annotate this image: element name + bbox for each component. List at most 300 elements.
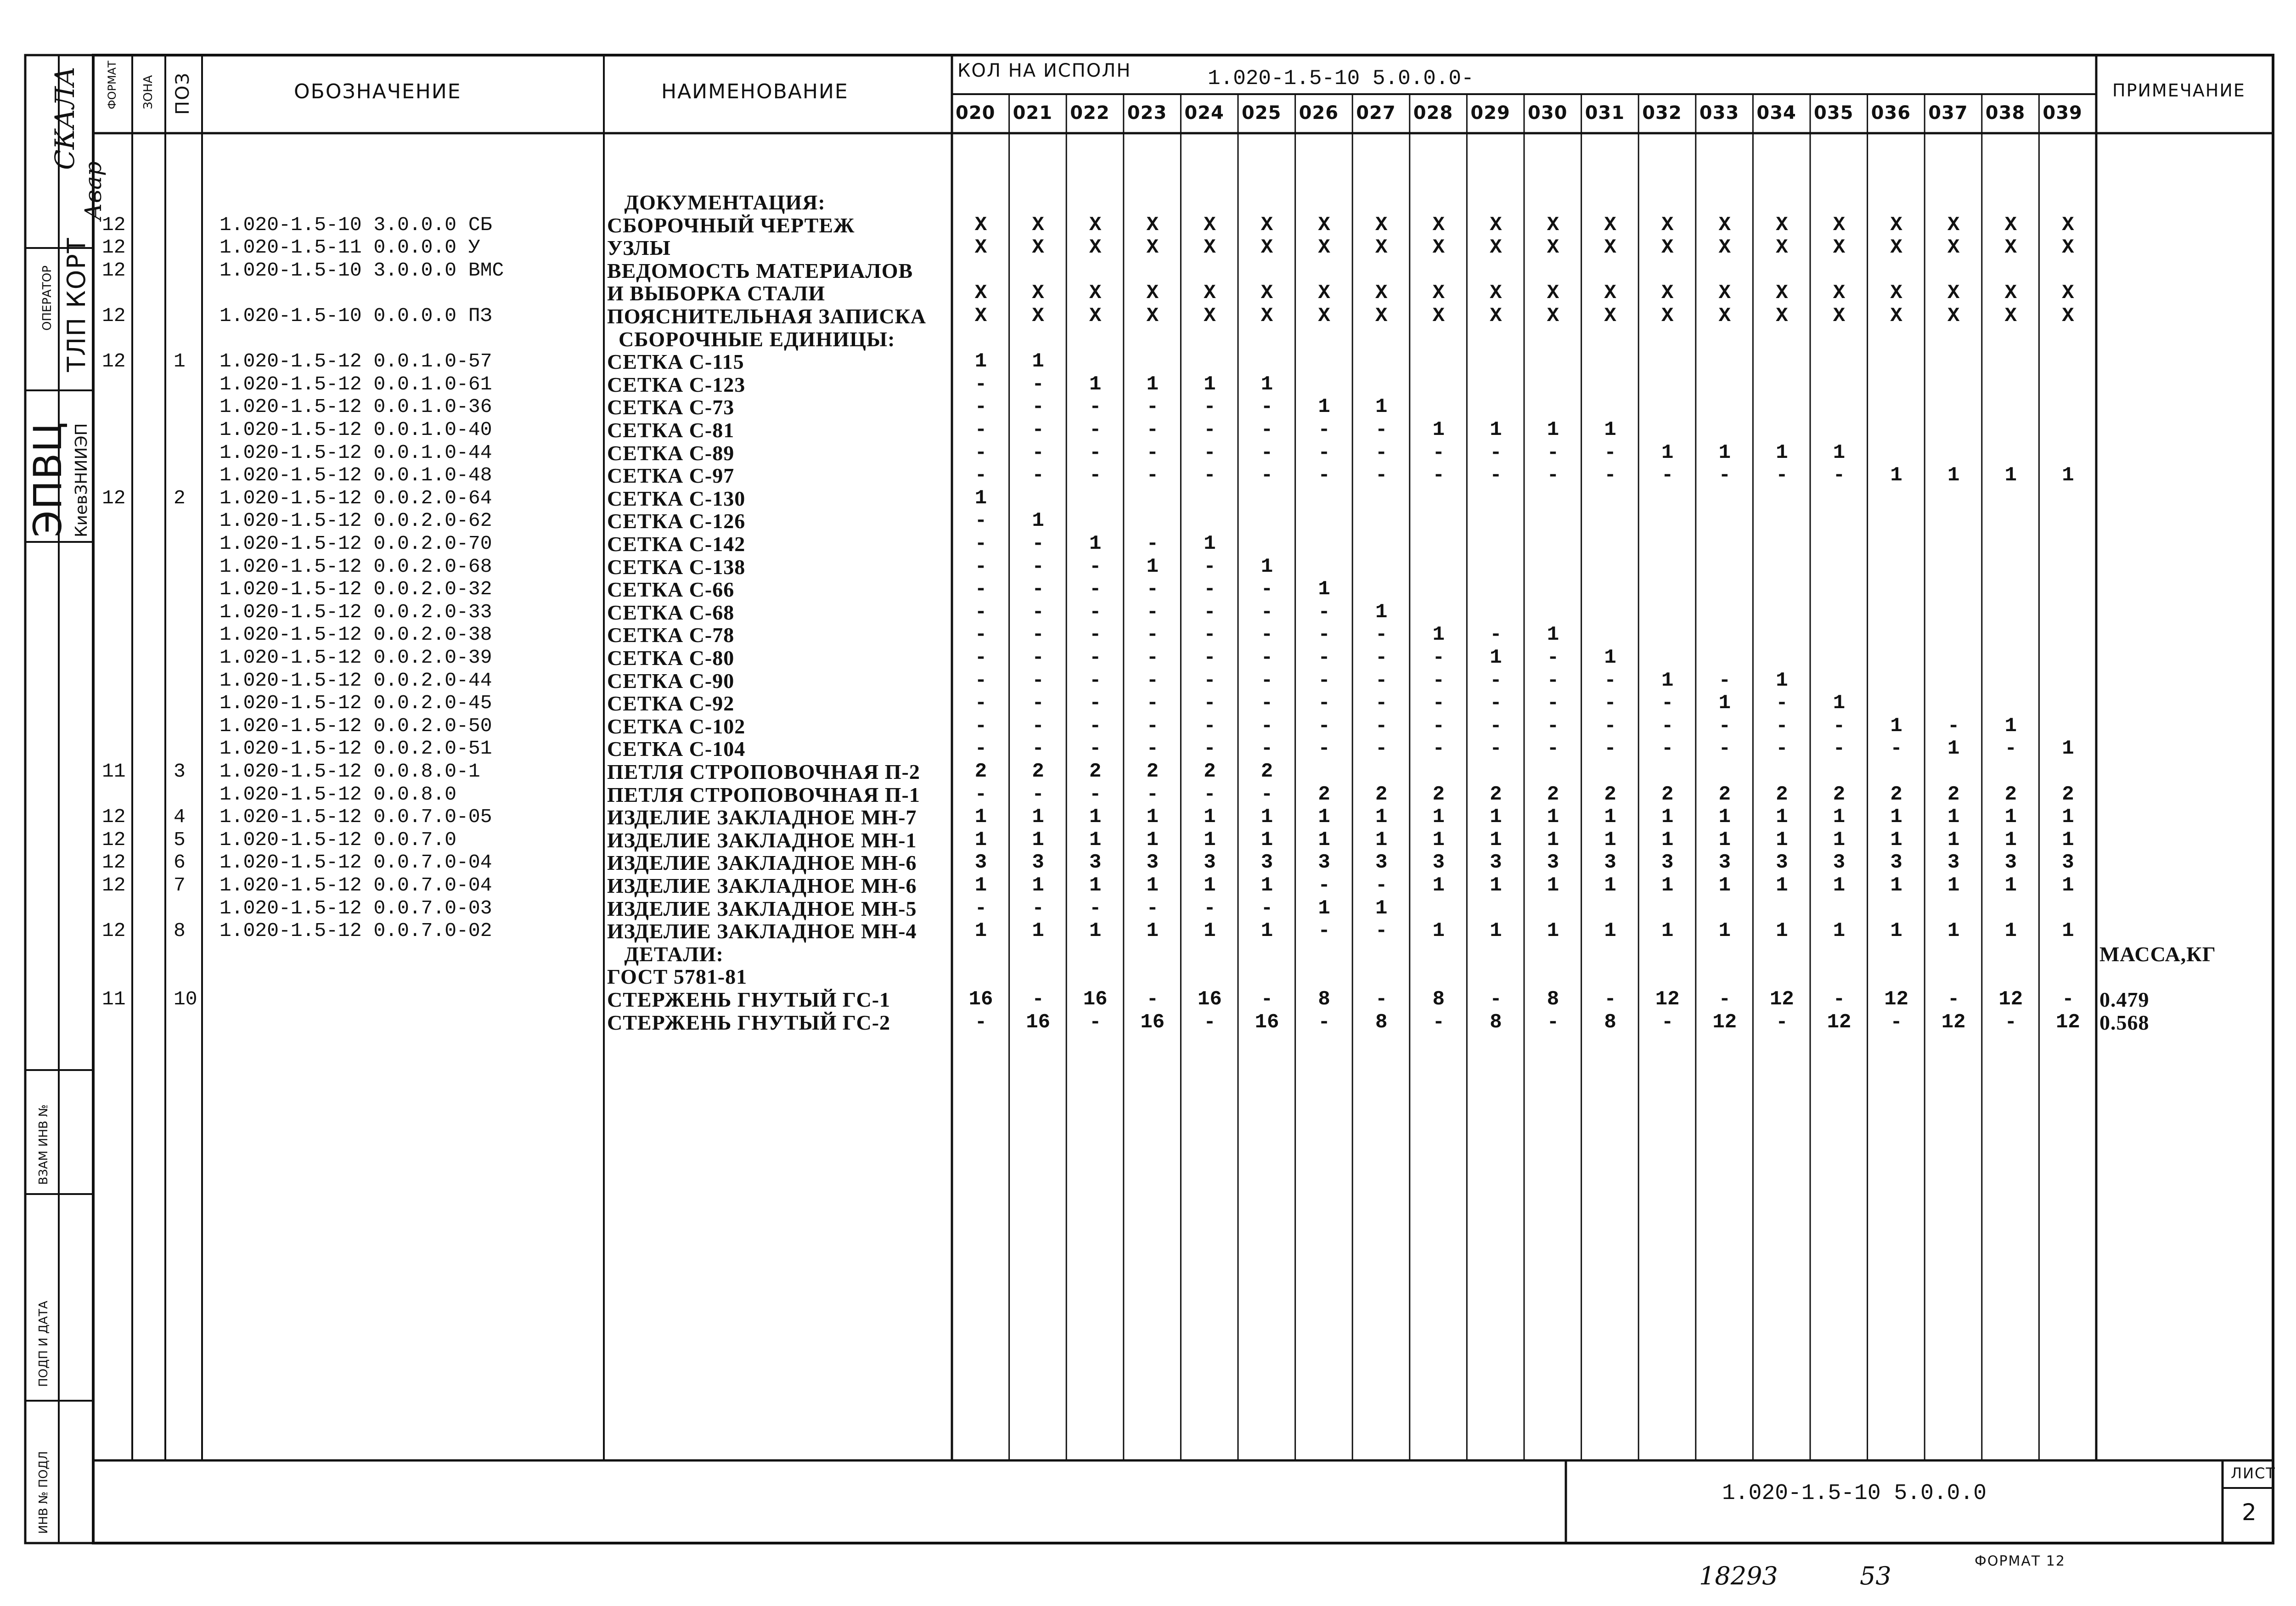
quantity-cell: X <box>1718 213 1731 237</box>
quantity-cell: - <box>974 646 987 669</box>
quantity-cell: X <box>1089 213 1102 237</box>
quantity-cell: - <box>1318 737 1330 761</box>
quantity-cell: - <box>1661 1010 1674 1034</box>
quantity-cell: 2 <box>1947 783 1960 806</box>
quantity-cell: - <box>1890 1010 1902 1034</box>
quantity-cell: 1 <box>1547 623 1559 647</box>
quantity-cell: 1 <box>1432 806 1445 829</box>
quantity-cell: 2 <box>1718 783 1731 806</box>
format-cell: 12 <box>102 919 126 942</box>
quantity-cell: 3 <box>1146 851 1159 874</box>
quantity-cell: 1 <box>974 486 987 510</box>
quantity-cell: - <box>1032 692 1044 715</box>
quantity-cell: - <box>1318 714 1330 738</box>
quantity-cell: X <box>1204 282 1216 305</box>
quantity-cell: - <box>1604 692 1616 715</box>
quantity-cell: - <box>1833 988 1846 1011</box>
quantity-cell: - <box>1146 464 1159 487</box>
quantity-cell: - <box>1261 578 1273 601</box>
quantity-cell: - <box>1604 714 1616 738</box>
quantity-cell: 1 <box>1661 828 1674 851</box>
variant-header: 021 <box>1013 102 1053 124</box>
quantity-cell: 1 <box>1890 464 1902 487</box>
quantity-cell: 1 <box>1947 919 1960 943</box>
quantity-cell: - <box>1375 418 1388 441</box>
header-poz: ПОЗ <box>172 72 193 115</box>
quantity-cell: - <box>1146 737 1159 761</box>
quantity-cell: 8 <box>1490 1010 1502 1034</box>
variant-header: 025 <box>1242 102 1282 124</box>
designation-cell: 1.020-1.5-12 0.0.1.0-40 <box>219 418 492 441</box>
quantity-cell: 1 <box>1718 919 1731 943</box>
quantity-cell: - <box>974 555 987 578</box>
quantity-cell: - <box>974 692 987 715</box>
format-cell: 11 <box>102 988 126 1010</box>
name-cell: ИЗДЕЛИЕ ЗАКЛАДНОЕ МН-7 <box>607 806 917 829</box>
quantity-cell: - <box>1318 623 1330 647</box>
variant-header: 028 <box>1413 102 1453 124</box>
quantity-cell: X <box>1375 236 1388 259</box>
quantity-cell: - <box>1547 464 1559 487</box>
quantity-cell: - <box>1432 737 1445 761</box>
quantity-cell: - <box>1032 783 1044 806</box>
side-operator: ОПЕРАТОР <box>40 265 54 331</box>
quantity-cell: 12 <box>1769 988 1794 1011</box>
quantity-cell: 3 <box>1833 851 1846 874</box>
quantity-cell: - <box>1146 578 1159 601</box>
name-cell: СТЕРЖЕНЬ ГНУТЫЙ ГС-2 <box>607 1010 891 1034</box>
quantity-cell: X <box>1089 282 1102 305</box>
quantity-cell: - <box>1375 692 1388 715</box>
position-cell: 1 <box>174 350 186 373</box>
variant-header: 026 <box>1299 102 1339 124</box>
quantity-cell: - <box>1661 692 1674 715</box>
quantity-cell: 1 <box>1375 395 1388 419</box>
position-cell: 4 <box>174 806 186 828</box>
designation-cell: 1.020-1.5-12 0.0.2.0-64 <box>219 486 492 509</box>
quantity-cell: - <box>1432 669 1445 692</box>
quantity-cell: - <box>974 737 987 761</box>
quantity-cell: - <box>1375 464 1388 487</box>
quantity-cell: - <box>974 1010 987 1034</box>
quantity-cell: - <box>1718 464 1731 487</box>
quantity-cell: 1 <box>1318 578 1330 601</box>
quantity-cell: 2 <box>1204 760 1216 783</box>
name-cell: ИЗДЕЛИЕ ЗАКЛАДНОЕ МН-6 <box>607 851 917 875</box>
format-cell: 12 <box>102 213 126 236</box>
variant-header: 036 <box>1871 102 1911 124</box>
name-cell: СЕТКА С-123 <box>607 372 746 396</box>
quantity-cell: - <box>1432 692 1445 715</box>
quantity-cell: X <box>1432 213 1445 237</box>
quantity-cell: - <box>1776 692 1788 715</box>
quantity-cell: 1 <box>1146 828 1159 851</box>
quantity-cell: - <box>1432 464 1445 487</box>
quantity-cell: 1 <box>1146 555 1159 578</box>
name-cell: СЕТКА С-102 <box>607 714 746 738</box>
quantity-cell: - <box>974 783 987 806</box>
quantity-cell: - <box>1089 623 1102 647</box>
quantity-cell: - <box>1833 464 1846 487</box>
quantity-cell: X <box>1318 282 1330 305</box>
quantity-cell: X <box>2004 282 2017 305</box>
quantity-cell: 1 <box>1890 874 1902 897</box>
quantity-cell: 1 <box>1032 350 1044 373</box>
format-cell: 11 <box>102 760 126 783</box>
quantity-cell: 1 <box>1089 806 1102 829</box>
quantity-cell: - <box>1032 464 1044 487</box>
quantity-cell: X <box>1204 213 1216 237</box>
quantity-cell: - <box>1146 623 1159 647</box>
quantity-cell: - <box>1661 714 1674 738</box>
quantity-cell: 1 <box>2062 874 2074 897</box>
quantity-cell: - <box>1032 372 1044 396</box>
quantity-cell: 2 <box>1490 783 1502 806</box>
quantity-cell: - <box>1204 783 1216 806</box>
quantity-cell: - <box>1089 418 1102 441</box>
quantity-cell: - <box>974 464 987 487</box>
name-cell: ПОЯСНИТЕЛЬНАЯ ЗАПИСКА <box>607 304 927 328</box>
variant-header: 037 <box>1928 102 1968 124</box>
quantity-cell: X <box>2004 213 2017 237</box>
quantity-cell: - <box>1089 1010 1102 1034</box>
quantity-cell: 1 <box>1318 896 1330 920</box>
quantity-cell: X <box>1547 282 1559 305</box>
designation-cell: 1.020-1.5-11 0.0.0.0 У <box>219 236 480 259</box>
quantity-cell: - <box>2004 1010 2017 1034</box>
quantity-cell: 1 <box>1661 441 1674 464</box>
quantity-cell: 1 <box>1547 874 1559 897</box>
quantity-cell: 16 <box>1255 1010 1279 1034</box>
name-cell: ИЗДЕЛИЕ ЗАКЛАДНОЕ МН-4 <box>607 919 917 943</box>
quantity-cell: - <box>1490 669 1502 692</box>
format-cell: 12 <box>102 350 126 373</box>
quantity-cell: 1 <box>1089 874 1102 897</box>
quantity-cell: 1 <box>1833 828 1846 851</box>
quantity-cell: - <box>1318 669 1330 692</box>
quantity-cell: - <box>1318 1010 1330 1034</box>
quantity-cell: 1 <box>1432 418 1445 441</box>
format-cell: 12 <box>102 806 126 828</box>
position-cell: 5 <box>174 828 186 851</box>
quantity-cell: 1 <box>1432 874 1445 897</box>
quantity-cell: 2 <box>1318 783 1330 806</box>
quantity-cell: 1 <box>1776 874 1788 897</box>
quantity-cell: - <box>1833 737 1846 761</box>
quantity-cell: X <box>1375 213 1388 237</box>
quantity-cell: 1 <box>1718 874 1731 897</box>
quantity-cell: 2 <box>2004 783 2017 806</box>
quantity-cell: - <box>1204 418 1216 441</box>
quantity-cell: - <box>1204 714 1216 738</box>
quantity-cell: - <box>1490 464 1502 487</box>
designation-cell: 1.020-1.5-12 0.0.7.0-03 <box>219 896 492 919</box>
quantity-cell: 1 <box>1490 418 1502 441</box>
quantity-cell: - <box>1089 692 1102 715</box>
name-cell: СЕТКА С-89 <box>607 441 735 465</box>
variant-header: 030 <box>1528 102 1568 124</box>
designation-cell: 1.020-1.5-12 0.0.2.0-50 <box>219 714 492 737</box>
quantity-cell: 16 <box>1026 1010 1050 1034</box>
quantity-cell: X <box>1261 236 1273 259</box>
quantity-cell: 1 <box>1204 372 1216 396</box>
quantity-cell: X <box>1890 282 1902 305</box>
quantity-cell: - <box>1089 896 1102 920</box>
quantity-cell: 12 <box>1884 988 1908 1011</box>
quantity-cell: 1 <box>1261 828 1273 851</box>
quantity-cell: X <box>2062 236 2074 259</box>
variant-header: 034 <box>1756 102 1796 124</box>
quantity-cell: - <box>1318 600 1330 624</box>
quantity-cell: 1 <box>1204 806 1216 829</box>
position-cell: 7 <box>174 874 186 896</box>
quantity-cell: 12 <box>1827 1010 1851 1034</box>
format-cell: 12 <box>102 486 126 509</box>
quantity-cell: - <box>1204 669 1216 692</box>
quantity-cell: 1 <box>2062 806 2074 829</box>
quantity-cell: - <box>1032 600 1044 624</box>
quantity-cell: - <box>1490 623 1502 647</box>
quantity-cell: - <box>1089 669 1102 692</box>
quantity-cell: - <box>974 714 987 738</box>
designation-cell: 1.020-1.5-12 0.0.2.0-68 <box>219 555 492 578</box>
quantity-cell: X <box>1490 213 1502 237</box>
quantity-cell: - <box>1776 737 1788 761</box>
quantity-cell: - <box>1776 1010 1788 1034</box>
quantity-cell: - <box>1204 441 1216 464</box>
quantity-cell: 1 <box>1833 806 1846 829</box>
quantity-cell: - <box>1547 714 1559 738</box>
quantity-cell: 1 <box>1261 806 1273 829</box>
header-kol-label: КОЛ НА ИСПОЛН <box>957 60 1131 81</box>
quantity-cell: X <box>1261 282 1273 305</box>
designation-cell: 1.020-1.5-10 0.0.0.0 ПЗ <box>219 304 492 327</box>
quantity-cell: 1 <box>974 350 987 373</box>
name-cell: СЕТКА С-130 <box>607 486 746 510</box>
quantity-cell: 16 <box>1197 988 1222 1011</box>
quantity-cell: - <box>1776 464 1788 487</box>
quantity-cell: - <box>1661 737 1674 761</box>
quantity-cell: 1 <box>1375 806 1388 829</box>
designation-cell: 1.020-1.5-12 0.0.2.0-62 <box>219 509 492 532</box>
quantity-cell: X <box>1604 304 1616 327</box>
quantity-cell: 1 <box>1032 919 1044 943</box>
quantity-cell: 1 <box>974 919 987 943</box>
quantity-cell: - <box>1375 441 1388 464</box>
quantity-cell: 1 <box>1890 828 1902 851</box>
quantity-cell: X <box>1890 236 1902 259</box>
quantity-cell: 3 <box>1947 851 1960 874</box>
quantity-cell: - <box>1204 896 1216 920</box>
side-vzam-inv: ВЗАМ ИНВ № <box>37 1104 51 1185</box>
quantity-cell: 1 <box>1089 372 1102 396</box>
designation-cell: 1.020-1.5-12 0.0.1.0-57 <box>219 350 492 373</box>
quantity-cell: 12 <box>1655 988 1680 1011</box>
name-cell: ПЕТЛЯ СТРОПОВОЧНАЯ П-1 <box>607 783 920 806</box>
quantity-cell: 1 <box>1490 806 1502 829</box>
quantity-cell: - <box>1032 418 1044 441</box>
quantity-cell: - <box>1146 441 1159 464</box>
quantity-cell: - <box>1089 600 1102 624</box>
quantity-cell: - <box>974 395 987 419</box>
quantity-cell: 1 <box>1547 828 1559 851</box>
quantity-cell: X <box>1833 304 1846 327</box>
quantity-cell: 1 <box>1032 509 1044 533</box>
position-cell: 6 <box>174 851 186 874</box>
quantity-cell: - <box>1146 395 1159 419</box>
quantity-cell: - <box>974 372 987 396</box>
quantity-cell: X <box>974 304 987 327</box>
variant-header: 024 <box>1184 102 1224 124</box>
quantity-cell: - <box>1432 441 1445 464</box>
quantity-cell: - <box>1261 692 1273 715</box>
quantity-cell: X <box>1833 213 1846 237</box>
quantity-cell: 1 <box>1890 806 1902 829</box>
designation-cell: 1.020-1.5-12 0.0.2.0-45 <box>219 692 492 715</box>
quantity-cell: 1 <box>1776 828 1788 851</box>
name-cell: СЕТКА С-78 <box>607 623 735 647</box>
variant-header: 038 <box>1985 102 2026 124</box>
quantity-cell: 1 <box>2004 828 2017 851</box>
quantity-cell: 12 <box>1998 988 2023 1011</box>
quantity-cell: X <box>1375 282 1388 305</box>
designation-cell: 1.020-1.5-12 0.0.2.0-39 <box>219 646 492 669</box>
format-cell: 12 <box>102 874 126 896</box>
quantity-cell: 1 <box>1833 692 1846 715</box>
quantity-cell: 1 <box>1089 828 1102 851</box>
quantity-cell: 3 <box>1890 851 1902 874</box>
quantity-cell: 1 <box>2004 874 2017 897</box>
quantity-cell: 2 <box>1261 760 1273 783</box>
quantity-cell: 2 <box>974 760 987 783</box>
designation-cell: 1.020-1.5-12 0.0.7.0-05 <box>219 806 492 828</box>
quantity-cell: - <box>1776 714 1788 738</box>
quantity-cell: - <box>1547 441 1559 464</box>
side-kiev: КиевЗНИИЭП <box>72 423 91 537</box>
designation-cell: 1.020-1.5-10 3.0.0.0 СБ <box>219 213 492 236</box>
name-cell: СБОРОЧНЫЕ ЕДИНИЦЫ: <box>607 327 895 351</box>
quantity-cell: 1 <box>1718 441 1731 464</box>
quantity-cell: 3 <box>1490 851 1502 874</box>
quantity-cell: 1 <box>1089 532 1102 555</box>
quantity-cell: 1 <box>1490 874 1502 897</box>
quantity-cell: X <box>1261 213 1273 237</box>
quantity-cell: X <box>974 213 987 237</box>
designation-cell: 1.020-1.5-12 0.0.1.0-61 <box>219 372 492 395</box>
doc-code: 1.020-1.5-10 5.0.0.0 <box>1722 1481 1987 1506</box>
quantity-cell: - <box>974 418 987 441</box>
list-number: 2 <box>2242 1499 2257 1526</box>
quantity-cell: - <box>1204 395 1216 419</box>
quantity-cell: - <box>1089 714 1102 738</box>
designation-cell: 1.020-1.5-12 0.0.1.0-36 <box>219 395 492 418</box>
quantity-cell: - <box>1032 896 1044 920</box>
quantity-cell: - <box>1261 646 1273 669</box>
quantity-cell: 2 <box>1776 783 1788 806</box>
quantity-cell: X <box>1490 304 1502 327</box>
quantity-cell: 3 <box>1432 851 1445 874</box>
quantity-cell: - <box>1032 714 1044 738</box>
quantity-cell: X <box>1776 304 1788 327</box>
quantity-cell: X <box>1947 236 1960 259</box>
quantity-cell: - <box>1204 578 1216 601</box>
quantity-cell: 1 <box>2062 919 2074 943</box>
name-cell: ДОКУМЕНТАЦИЯ: <box>607 191 826 214</box>
quantity-cell: 1 <box>2062 828 2074 851</box>
quantity-cell: X <box>1776 236 1788 259</box>
quantity-cell: X <box>1604 236 1616 259</box>
quantity-cell: - <box>974 896 987 920</box>
quantity-cell: - <box>1146 714 1159 738</box>
quantity-cell: X <box>1833 282 1846 305</box>
quantity-cell: 1 <box>1776 919 1788 943</box>
name-cell: ГОСТ 5781-81 <box>607 965 748 989</box>
quantity-cell: 1 <box>2004 464 2017 487</box>
quantity-cell: 1 <box>1604 806 1616 829</box>
quantity-cell: 1 <box>1776 669 1788 692</box>
quantity-cell: 1 <box>1833 874 1846 897</box>
name-cell: ИЗДЕЛИЕ ЗАКЛАДНОЕ МН-5 <box>607 896 917 920</box>
quantity-cell: 16 <box>1083 988 1108 1011</box>
position-cell: 3 <box>174 760 186 783</box>
quantity-cell: - <box>1490 692 1502 715</box>
quantity-cell: 1 <box>2004 714 2017 738</box>
quantity-cell: - <box>1089 464 1102 487</box>
quantity-cell: 1 <box>1375 896 1388 920</box>
variant-header: 022 <box>1070 102 1110 124</box>
quantity-cell: - <box>1490 988 1502 1011</box>
name-cell: СЕТКА С-81 <box>607 418 735 442</box>
quantity-cell: 1 <box>1432 623 1445 647</box>
quantity-cell: X <box>1432 282 1445 305</box>
name-cell: СЕТКА С-73 <box>607 395 735 419</box>
quantity-cell: X <box>2062 304 2074 327</box>
quantity-cell: X <box>1661 282 1674 305</box>
quantity-cell: - <box>1146 669 1159 692</box>
name-cell: СЕТКА С-68 <box>607 600 735 624</box>
quantity-cell: 1 <box>1604 646 1616 669</box>
quantity-cell: 3 <box>1661 851 1674 874</box>
quantity-cell: 1 <box>1032 828 1044 851</box>
quantity-cell: - <box>1032 737 1044 761</box>
quantity-cell: 8 <box>1604 1010 1616 1034</box>
quantity-cell: - <box>1032 532 1044 555</box>
quantity-cell: X <box>1547 304 1559 327</box>
quantity-cell: 1 <box>1146 372 1159 396</box>
quantity-cell: - <box>1146 418 1159 441</box>
quantity-cell: - <box>1204 692 1216 715</box>
quantity-cell: X <box>2004 236 2017 259</box>
format-cell: 12 <box>102 259 126 282</box>
quantity-cell: X <box>1032 304 1044 327</box>
quantity-cell: - <box>974 578 987 601</box>
quantity-cell: - <box>1547 646 1559 669</box>
quantity-cell: - <box>1375 646 1388 669</box>
quantity-cell: 2 <box>1833 783 1846 806</box>
quantity-cell: - <box>1261 737 1273 761</box>
quantity-cell: 1 <box>1947 464 1960 487</box>
quantity-cell: - <box>1718 669 1731 692</box>
note-cell: МАССА,КГ <box>2099 942 2216 966</box>
quantity-cell: - <box>1432 646 1445 669</box>
quantity-cell: 12 <box>2055 1010 2080 1034</box>
quantity-cell: - <box>1375 623 1388 647</box>
quantity-cell: 3 <box>1204 851 1216 874</box>
quantity-cell: 2 <box>1890 783 1902 806</box>
quantity-cell: - <box>1375 874 1388 897</box>
quantity-cell: - <box>974 600 987 624</box>
quantity-cell: - <box>1604 988 1616 1011</box>
